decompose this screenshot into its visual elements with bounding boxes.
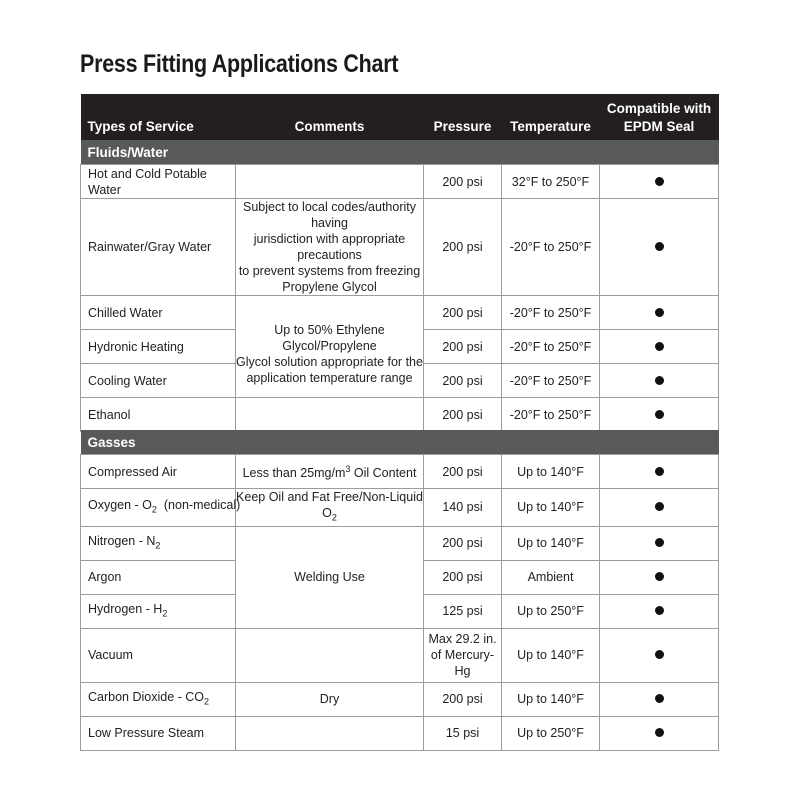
- service-text: (non-medical): [156, 498, 241, 512]
- filled-dot-icon: [655, 606, 664, 615]
- section-row-fluids: [81, 140, 719, 165]
- epdm-cell: [600, 455, 719, 489]
- service-cell: [81, 526, 236, 560]
- header-temperature: Temperature: [502, 94, 600, 140]
- filled-dot-icon: [655, 376, 664, 385]
- temperature-cell: -20°F to 250°F: [502, 398, 600, 432]
- comment-line: Glycol solution appropriate for the: [236, 355, 423, 369]
- gasses-table: [80, 430, 719, 751]
- service-cell: Low Pressure Steam: [81, 716, 236, 750]
- filled-dot-icon: [655, 572, 664, 581]
- pressure-cell: 200 psi: [424, 526, 502, 560]
- service-cell: [81, 489, 241, 527]
- service-text: Hydrogen - H: [88, 601, 163, 616]
- table-row: [81, 398, 719, 432]
- table-row: [81, 489, 719, 527]
- service-cell: Ethanol: [81, 398, 236, 432]
- epdm-cell: [600, 199, 719, 296]
- table-row: [81, 165, 719, 199]
- temperature-cell: Up to 250°F: [502, 594, 600, 628]
- service-cell: [81, 682, 236, 716]
- comment-line: to prevent systems from freezing: [238, 264, 421, 278]
- service-cell: Vacuum: [81, 628, 236, 682]
- pressure-cell: 200 psi: [424, 560, 502, 594]
- filled-dot-icon: [655, 342, 664, 351]
- header-comments: Comments: [236, 94, 424, 140]
- temperature-cell: Up to 140°F: [502, 628, 600, 682]
- pressure-cell: 200 psi: [424, 330, 502, 364]
- comment-cell: [236, 682, 424, 716]
- pressure-line: of Mercury-Hg: [430, 648, 495, 678]
- filled-dot-icon: [655, 538, 664, 547]
- service-text: Nitrogen - N: [88, 533, 156, 548]
- table-row: [81, 628, 719, 682]
- header-epdm-compatible: [600, 94, 719, 140]
- comment-cell: [236, 296, 424, 398]
- comment-line: Subject to local codes/authority having: [242, 200, 417, 230]
- table-header-row: [81, 94, 719, 140]
- service-cell: [81, 594, 236, 628]
- section-label-fluids: Fluids/Water: [81, 140, 719, 165]
- temperature-cell: -20°F to 250°F: [502, 296, 600, 330]
- filled-dot-icon: [655, 242, 664, 251]
- epdm-cell: [600, 165, 719, 199]
- pressure-cell: 200 psi: [424, 364, 502, 398]
- service-subscript: 2: [151, 504, 157, 515]
- comment-cell: [236, 455, 424, 489]
- header-pressure: Pressure: [424, 94, 502, 140]
- comment-line: Propylene Glycol: [282, 280, 377, 294]
- filled-dot-icon: [655, 308, 664, 317]
- section-label-gasses: Gasses: [81, 430, 719, 455]
- comment-text: Dry: [319, 692, 340, 706]
- service-cell: Hot and Cold Potable Water: [81, 165, 236, 199]
- table-row: [81, 199, 719, 296]
- epdm-cell: [600, 682, 719, 716]
- temperature-cell: -20°F to 250°F: [502, 364, 600, 398]
- pressure-cell: 140 psi: [424, 489, 502, 527]
- service-cell: Argon: [81, 560, 236, 594]
- page-title: Press Fitting Applications Chart: [80, 50, 399, 78]
- filled-dot-icon: [655, 694, 664, 703]
- comment-line: application temperature range: [246, 371, 413, 385]
- epdm-cell: [600, 398, 719, 432]
- temperature-cell: Up to 140°F: [502, 526, 600, 560]
- comment-subscript: 2: [331, 512, 337, 523]
- pressure-cell: 200 psi: [424, 296, 502, 330]
- pressure-cell: 200 psi: [424, 682, 502, 716]
- temperature-cell: 32°F to 250°F: [502, 165, 600, 199]
- comment-cell: [236, 199, 424, 296]
- service-cell: Cooling Water: [81, 364, 236, 398]
- table-row: [81, 716, 719, 750]
- service-text: Carbon Dioxide - CO: [88, 689, 205, 704]
- comment-cell: [236, 489, 424, 527]
- epdm-cell: [600, 364, 719, 398]
- table-row: [81, 682, 719, 716]
- epdm-cell: [600, 296, 719, 330]
- filled-dot-icon: [655, 728, 664, 737]
- temperature-cell: Up to 250°F: [502, 716, 600, 750]
- service-cell: Hydronic Heating: [81, 330, 236, 364]
- pressure-cell: 200 psi: [424, 165, 502, 199]
- pressure-cell: 15 psi: [424, 716, 502, 750]
- fluids-table: [80, 94, 719, 432]
- comment-cell: [236, 628, 424, 682]
- service-cell: Compressed Air: [81, 455, 236, 489]
- epdm-cell: [600, 716, 719, 750]
- table-row: [81, 455, 719, 489]
- comment-text: Oil Content: [350, 466, 417, 481]
- service-cell: Rainwater/Gray Water: [81, 199, 236, 296]
- epdm-cell: [600, 628, 719, 682]
- comment-cell: [236, 165, 424, 199]
- service-subscript: 2: [204, 696, 210, 707]
- table-row: [81, 526, 719, 560]
- temperature-cell: -20°F to 250°F: [502, 199, 600, 296]
- epdm-cell: [600, 489, 719, 527]
- comment-text: Keep Oil and Fat Free/Non-Liquid O: [236, 490, 423, 520]
- table-row: [81, 296, 719, 330]
- comment-line: jurisdiction with appropriate precautions: [253, 232, 406, 262]
- pressure-line: Max 29.2 in.: [428, 632, 497, 646]
- comment-superscript: 3: [345, 464, 351, 475]
- temperature-cell: Up to 140°F: [502, 682, 600, 716]
- filled-dot-icon: [655, 502, 664, 511]
- header-epdm-line2: EPDM Seal: [623, 119, 695, 134]
- epdm-cell: [600, 560, 719, 594]
- temperature-cell: -20°F to 250°F: [502, 330, 600, 364]
- filled-dot-icon: [655, 467, 664, 476]
- header-epdm-line1: Compatible with: [606, 101, 712, 116]
- filled-dot-icon: [655, 650, 664, 659]
- service-cell: Chilled Water: [81, 296, 236, 330]
- service-subscript: 2: [155, 540, 161, 551]
- comment-text: Welding Use: [294, 570, 365, 584]
- section-row-gasses: [81, 430, 719, 455]
- service-subscript: 2: [162, 608, 168, 619]
- epdm-cell: [600, 526, 719, 560]
- filled-dot-icon: [655, 177, 664, 186]
- epdm-cell: [600, 594, 719, 628]
- pressure-cell: 200 psi: [424, 199, 502, 296]
- comment-cell: [236, 526, 424, 628]
- header-types-of-service: Types of Service: [81, 94, 236, 140]
- comment-cell: [236, 398, 424, 432]
- service-text: Oxygen - O: [88, 498, 152, 512]
- temperature-cell: Up to 140°F: [502, 489, 600, 527]
- pressure-cell: 200 psi: [424, 455, 502, 489]
- filled-dot-icon: [655, 410, 664, 419]
- pressure-cell: 125 psi: [424, 594, 502, 628]
- comment-line: Up to 50% Ethylene Glycol/Propylene: [274, 323, 385, 353]
- epdm-cell: [600, 330, 719, 364]
- comment-text: Less than 25mg/m: [242, 466, 346, 481]
- comment-cell: [236, 716, 424, 750]
- temperature-cell: Up to 140°F: [502, 455, 600, 489]
- pressure-cell: [424, 628, 502, 682]
- pressure-cell: 200 psi: [424, 398, 502, 432]
- temperature-cell: Ambient: [502, 560, 600, 594]
